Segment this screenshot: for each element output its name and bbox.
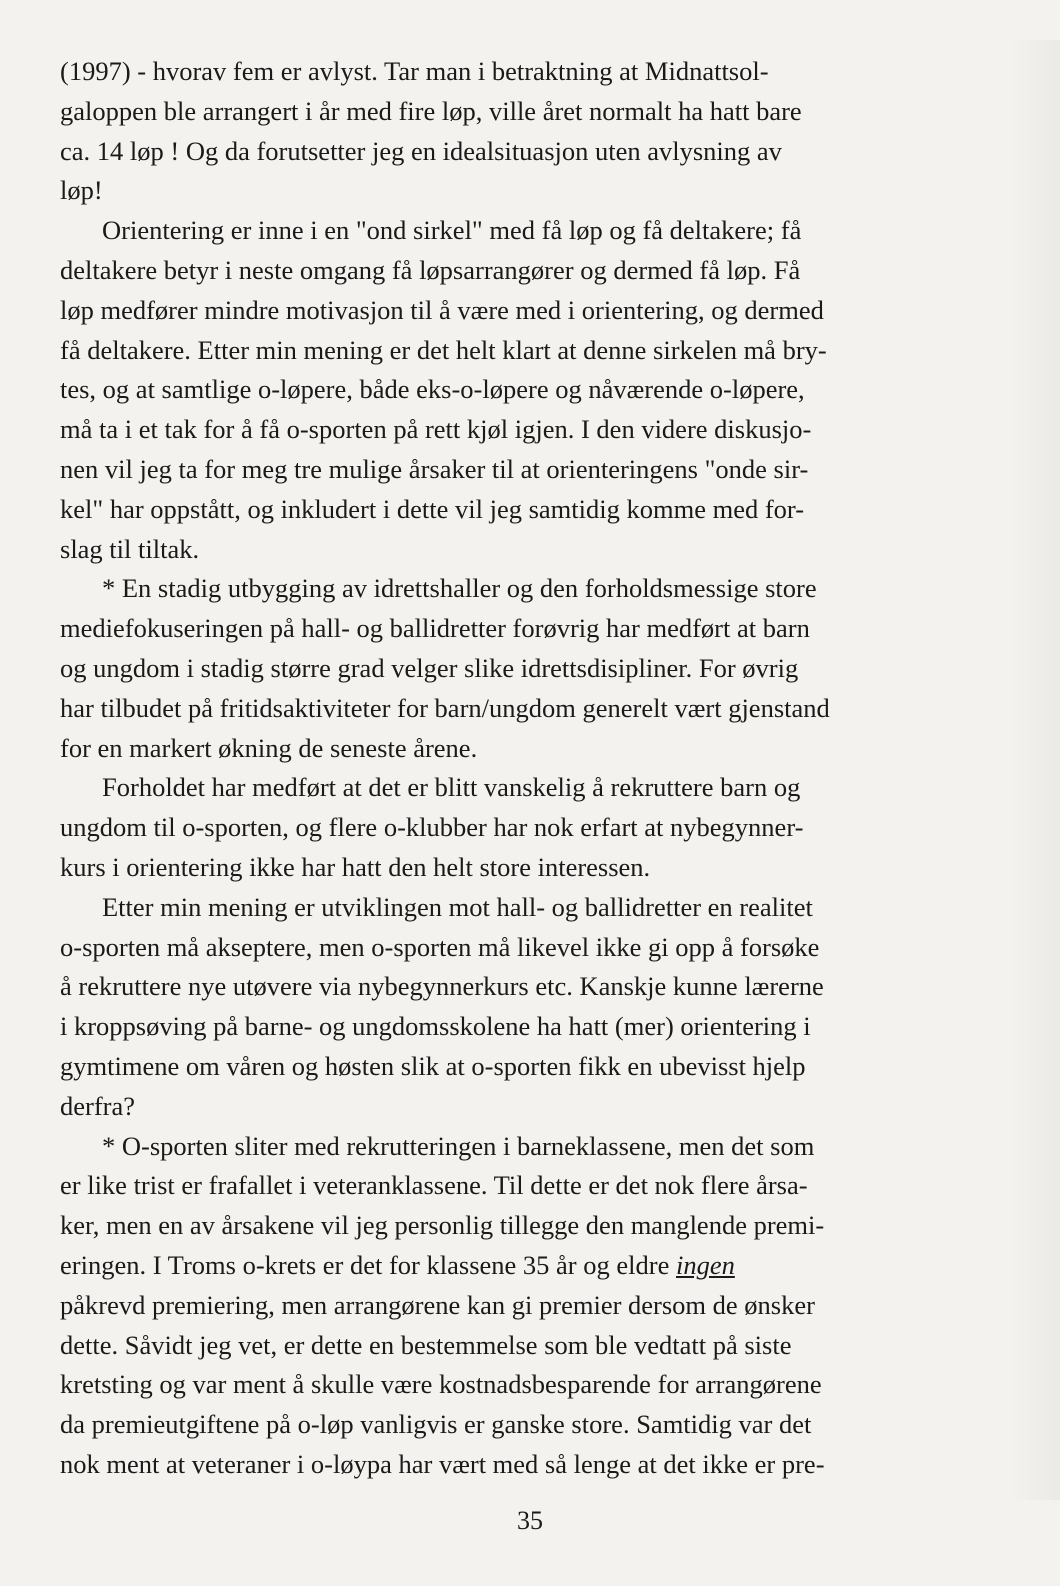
text-line [60, 132, 1015, 172]
text-line [60, 370, 1015, 410]
line-text: løp medfører mindre motivasjon til å være med i orientering, og dermed [60, 294, 824, 325]
page-body [60, 52, 1015, 1485]
page-edge-shadow [1010, 40, 1060, 1500]
line-text: nen vil jeg ta for meg tre mulige årsaker til at orienteringens "onde sir- [60, 453, 809, 484]
line-text: galoppen ble arrangert i år med fire løp, ville året normalt ha hatt bare [60, 95, 802, 126]
text-line [60, 92, 1015, 132]
line-text: ker, men en av årsakene vil jeg personlig tillegge den manglende premi- [60, 1210, 825, 1241]
text-line [60, 569, 1015, 609]
line-text: og ungdom i stadig større grad velger slike idrettsdisipliner. For øvrig [60, 652, 799, 683]
text-line [60, 211, 1015, 251]
line-text: i kroppsøving på barne- og ungdomsskolene ha hatt (mer) orientering i [60, 1011, 811, 1042]
line-text: tes, og at samtlige o-løpere, både eks-o-løpere og nåværende o-løpere, [60, 374, 805, 405]
text-line [60, 729, 1015, 769]
text-line [60, 1007, 1015, 1047]
text-line [60, 689, 1015, 729]
text-line [60, 1326, 1015, 1366]
text-line [60, 1445, 1015, 1485]
text-line [60, 768, 1015, 808]
line-text: mediefokuseringen på hall- og ballidretter forøvrig har medført at barn [60, 613, 810, 644]
line-text: Orientering er inne i en "ond sirkel" med få løp og få deltakere; få [102, 215, 802, 246]
text-line [60, 1365, 1015, 1405]
text-line [60, 609, 1015, 649]
line-text: kurs i orientering ikke har hatt den helt store interessen. [60, 851, 651, 882]
line-text: er like trist er frafallet i veteranklassene. Til dette er det nok flere årsa- [60, 1170, 808, 1201]
text-line [60, 251, 1015, 291]
text-line [60, 848, 1015, 888]
text-line [60, 1206, 1015, 1246]
line-text: må ta i et tak for å få o-sporten på rett kjøl igjen. I den videre diskusjo- [60, 414, 812, 445]
line-text: Etter min mening er utviklingen mot hall- og ballidretter en realitet [102, 891, 813, 922]
line-text: gymtimene om våren og høsten slik at o-sporten fikk en ubevisst hjelp [60, 1050, 806, 1081]
line-text: ungdom til o-sporten, og flere o-klubber har nok erfart at nybegynner- [60, 812, 804, 843]
line-text: å rekruttere nye utøvere via nybegynnerkurs etc. Kanskje kunne lærerne [60, 971, 824, 1002]
text-line [60, 1405, 1015, 1445]
text-line [60, 1166, 1015, 1206]
text-line [60, 410, 1015, 450]
text-line [60, 649, 1015, 689]
text-line [60, 1246, 1015, 1286]
line-text: kel" har oppstått, og inkludert i dette vil jeg samtidig komme med for- [60, 493, 805, 524]
line-text: derfra? [60, 1090, 136, 1121]
text-line [60, 967, 1015, 1007]
text-line [60, 1127, 1015, 1167]
line-text: nok ment at veteraner i o-løypa har vært med så lenge at det ikke er pre- [60, 1448, 825, 1479]
text-line [60, 171, 1015, 211]
line-text: Forholdet har medført at det er blitt vanskelig å rekruttere barn og [102, 772, 801, 803]
text-line [60, 888, 1015, 928]
text-line [60, 52, 1015, 92]
line-text: dette. Såvidt jeg vet, er dette en bestemmelse som ble vedtatt på siste [60, 1329, 792, 1360]
line-text: deltakere betyr i neste omgang få løpsarrangører og dermed få løp. Få [60, 254, 801, 285]
line-text: har tilbudet på fritidsaktiviteter for barn/ungdom generelt vært gjenstand [60, 692, 830, 723]
line-text: ca. 14 løp ! Og da forutsetter jeg en idealsituasjon uten avlysning av [60, 135, 782, 166]
text-line [60, 928, 1015, 968]
text-line [60, 331, 1015, 371]
line-text: * En stadig utbygging av idrettshaller og den forholdsmessige store [102, 573, 817, 604]
page-number: 35 [517, 1506, 543, 1535]
line-text: (1997) - hvorav fem er avlyst. Tar man i betraktning at Midnattsol- [60, 56, 769, 86]
line-text: o-sporten må akseptere, men o-sporten må likevel ikke gi opp å forsøke [60, 931, 820, 962]
text-line [60, 450, 1015, 490]
emphasized-word: ingen [675, 1249, 735, 1280]
text-line [60, 530, 1015, 570]
text-line [60, 490, 1015, 530]
line-text: eringen. I Troms o-krets er det for klassene 35 år og eldre [60, 1249, 676, 1280]
line-text: da premieutgiftene på o-løp vanligvis er ganske store. Samtidig var det [60, 1409, 812, 1440]
line-text: løp! [60, 175, 103, 206]
text-line [60, 1286, 1015, 1326]
line-text: for en markert økning de seneste årene. [60, 732, 478, 763]
text-line [60, 291, 1015, 331]
text-line [60, 808, 1015, 848]
line-text: * O-sporten sliter med rekrutteringen i barneklassene, men det som [102, 1130, 815, 1161]
line-text: kretsting og var ment å skulle være kostnadsbesparende for arrangørene [60, 1369, 822, 1400]
line-text: påkrevd premiering, men arrangørene kan gi premier dersom de ønsker [60, 1289, 815, 1320]
text-line [60, 1087, 1015, 1127]
line-text: få deltakere. Etter min mening er det helt klart at denne sirkelen må bry- [60, 334, 827, 365]
text-line [60, 1047, 1015, 1087]
line-text: slag til tiltak. [60, 533, 200, 564]
